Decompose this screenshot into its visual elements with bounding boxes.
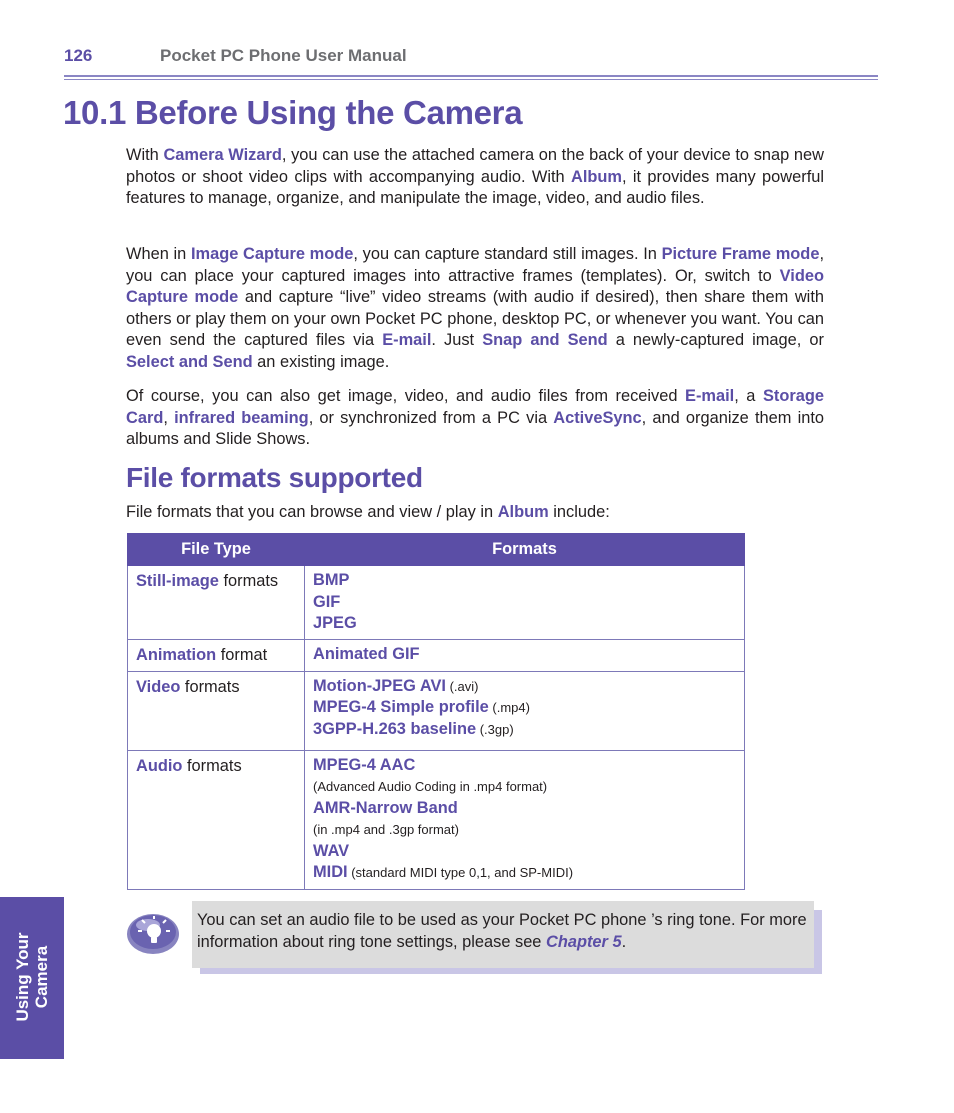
formats-cell: Motion-JPEG AVI (.avi) MPEG-4 Simple profile (.mp4) 3GPP-H.263 baseline (.3gp) bbox=[305, 671, 745, 750]
chapter-side-tab bbox=[0, 897, 64, 1059]
infrared-term: infrared beaming bbox=[174, 408, 309, 427]
page-number: 126 bbox=[64, 46, 93, 65]
album-term: Album bbox=[571, 167, 622, 186]
table-row bbox=[128, 640, 745, 672]
file-type-cell: Audio formats bbox=[128, 750, 305, 889]
formats-intro: File formats that you can browse and view / play in Album include: bbox=[126, 503, 610, 521]
video-capture-term: Video Capture mode bbox=[126, 266, 824, 306]
table-row bbox=[128, 671, 745, 750]
camera-wizard-term: Camera Wizard bbox=[163, 146, 282, 164]
modes-paragraph: When in Image Capture mode, you can capture standard still images. In Picture Frame mode, you can place your captured images into attractive frames (templates). Or, switch to Video Capture mode and capture “live” video streams (with audio if desired), then share them with others or play them on your own Pocket PC phone, desktop PC, or whenever you want. You can even send the captured files via E-mail. Just Snap and Send a newly-captured image, or Select and Send an existing image. bbox=[126, 245, 824, 371]
section-heading: 10.1 Before Using the Camera bbox=[63, 94, 523, 131]
chapter-link[interactable]: Chapter 5 bbox=[545, 932, 622, 951]
column-header-file-type: File Type bbox=[128, 534, 305, 566]
email-term: E-mail bbox=[382, 331, 432, 349]
manual-title: Pocket PC Phone User Manual bbox=[160, 46, 407, 65]
email-term: E-mail bbox=[685, 387, 735, 405]
header-rule bbox=[64, 75, 878, 77]
image-capture-term: Image Capture mode bbox=[190, 245, 354, 263]
activesync-term: ActiveSync bbox=[553, 408, 642, 427]
select-send-term: Select and Send bbox=[126, 352, 253, 371]
table-row bbox=[128, 566, 745, 640]
sources-paragraph: Of course, you can also get image, video, and audio files from received E-mail, a Storage Card, infrared beaming, or synchronized from a PC via ActiveSync, and organize them into albums and Slide Shows. bbox=[126, 387, 824, 448]
header-rule-thin bbox=[64, 79, 878, 80]
formats-cell: Animated GIF bbox=[305, 640, 745, 672]
storage-card-term: Storage Card bbox=[126, 387, 824, 427]
subsection-heading: File formats supported bbox=[126, 462, 423, 493]
file-formats-table bbox=[127, 533, 745, 890]
file-type-cell: Still-image formats bbox=[128, 566, 305, 640]
table-row bbox=[128, 750, 745, 889]
snap-send-term: Snap and Send bbox=[482, 331, 608, 349]
lightbulb-icon bbox=[126, 910, 180, 956]
file-type-cell: Video formats bbox=[128, 671, 305, 750]
table-header-row bbox=[128, 534, 745, 566]
column-header-formats: Formats bbox=[305, 534, 745, 566]
formats-cell: BMP GIF JPEG bbox=[305, 566, 745, 640]
intro-paragraph: With Camera Wizard, you can use the attached camera on the back of your device to snap new photos or shoot video clips with accompanying audio. With Album, it provides many powerful features to manage, organize, and manipulate the image, video, and audio files. bbox=[126, 146, 825, 207]
side-tab-label: Using Your Camera bbox=[13, 932, 51, 1022]
album-term: Album bbox=[497, 503, 549, 521]
tip-note: You can set an audio file to be used as your Pocket PC phone ’s ring tone. For more information about ring tone settings, please see Chapter 5. bbox=[192, 901, 814, 968]
picture-frame-term: Picture Frame mode bbox=[661, 245, 820, 263]
file-type-cell: Animation format bbox=[128, 640, 305, 672]
formats-cell: MPEG-4 AAC (Advanced Audio Coding in .mp4 format) AMR-Narrow Band (in .mp4 and .3gp format) WAV MIDI (standard MIDI type 0,1, and SP-MIDI) bbox=[305, 750, 745, 889]
